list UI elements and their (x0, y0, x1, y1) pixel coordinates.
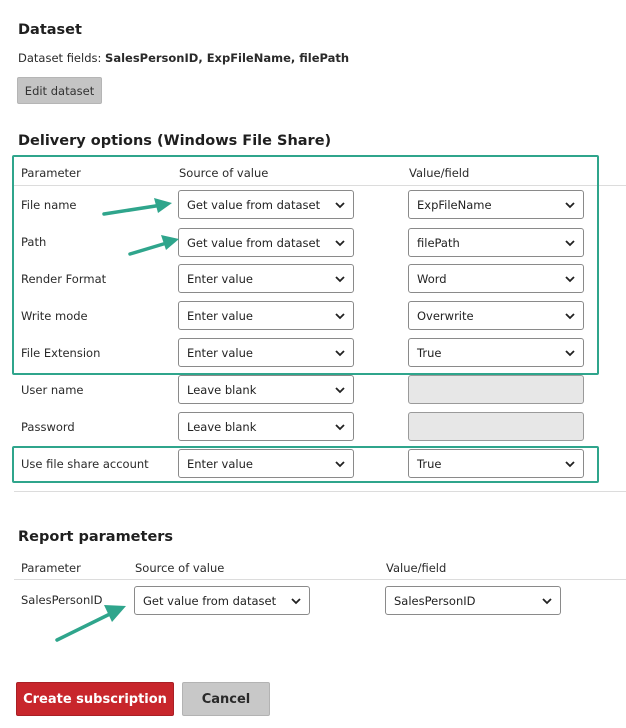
cancel-button[interactable]: Cancel (182, 682, 270, 716)
chevron-down-icon (290, 595, 302, 607)
source-select-value: Enter value (187, 308, 253, 323)
value-select-value: ExpFileName (417, 197, 492, 212)
value-select-value: SalesPersonID (394, 593, 476, 608)
report-column-header-parameter: Parameter (21, 561, 81, 575)
source-select-value: Get value from dataset (143, 593, 277, 608)
param-label-render-format: Render Format (21, 272, 107, 286)
report-parameters-title: Report parameters (18, 529, 174, 545)
value-select-value: filePath (417, 235, 460, 250)
delivery-options-title: Delivery options (Windows File Share) (18, 133, 332, 149)
report-param-label-salespersonid: SalesPersonID (21, 593, 103, 607)
param-label-write-mode: Write mode (21, 309, 88, 323)
source-select-user-name[interactable] (178, 375, 354, 404)
section-divider (14, 491, 626, 492)
user-name-input[interactable] (408, 375, 584, 404)
value-select-value: True (417, 456, 442, 471)
dataset-fields-value: SalesPersonID, ExpFileName, filePath (105, 51, 350, 65)
param-label-path: Path (21, 235, 47, 249)
param-label-file-extension: File Extension (21, 346, 101, 360)
source-select-value: Leave blank (187, 419, 257, 434)
report-column-header-source: Source of value (135, 561, 225, 575)
source-select-password[interactable] (178, 412, 354, 441)
source-select-value: Enter value (187, 271, 253, 286)
chevron-down-icon (541, 595, 553, 607)
create-subscription-button[interactable]: Create subscription (16, 682, 174, 716)
edit-dataset-button[interactable]: Edit dataset (17, 77, 102, 104)
value-select-value: Overwrite (417, 308, 474, 323)
dataset-fields-label: Dataset fields: (18, 51, 102, 65)
report-source-select-salespersonid[interactable] (134, 586, 310, 615)
source-select-value: Get value from dataset (187, 197, 321, 212)
param-label-use-file-share-account: Use file share account (21, 457, 149, 471)
report-value-select-salespersonid[interactable] (385, 586, 561, 615)
dataset-fields (18, 51, 349, 65)
value-select-value: Word (417, 271, 447, 286)
source-select-value: Get value from dataset (187, 235, 321, 250)
annotation-arrow-icon (126, 232, 181, 258)
column-header-value: Value/field (409, 166, 470, 180)
annotation-arrow-icon (100, 196, 175, 218)
chevron-down-icon (334, 384, 346, 396)
param-label-password: Password (21, 420, 75, 434)
column-header-source: Source of value (179, 166, 269, 180)
password-input[interactable] (408, 412, 584, 441)
report-column-header-value: Value/field (386, 561, 447, 575)
column-header-parameter: Parameter (21, 166, 81, 180)
source-select-value: Enter value (187, 456, 253, 471)
value-select-value: True (417, 345, 442, 360)
highlight-box-file-share-account (12, 446, 599, 483)
param-label-file-name: File name (21, 198, 77, 212)
highlight-box-delivery-rows (12, 155, 599, 375)
report-header-divider (14, 579, 626, 580)
param-label-user-name: User name (21, 383, 84, 397)
source-select-value: Enter value (187, 345, 253, 360)
dataset-title: Dataset (18, 22, 82, 38)
annotation-arrow-icon (52, 602, 130, 644)
source-select-value: Leave blank (187, 382, 257, 397)
chevron-down-icon (334, 421, 346, 433)
